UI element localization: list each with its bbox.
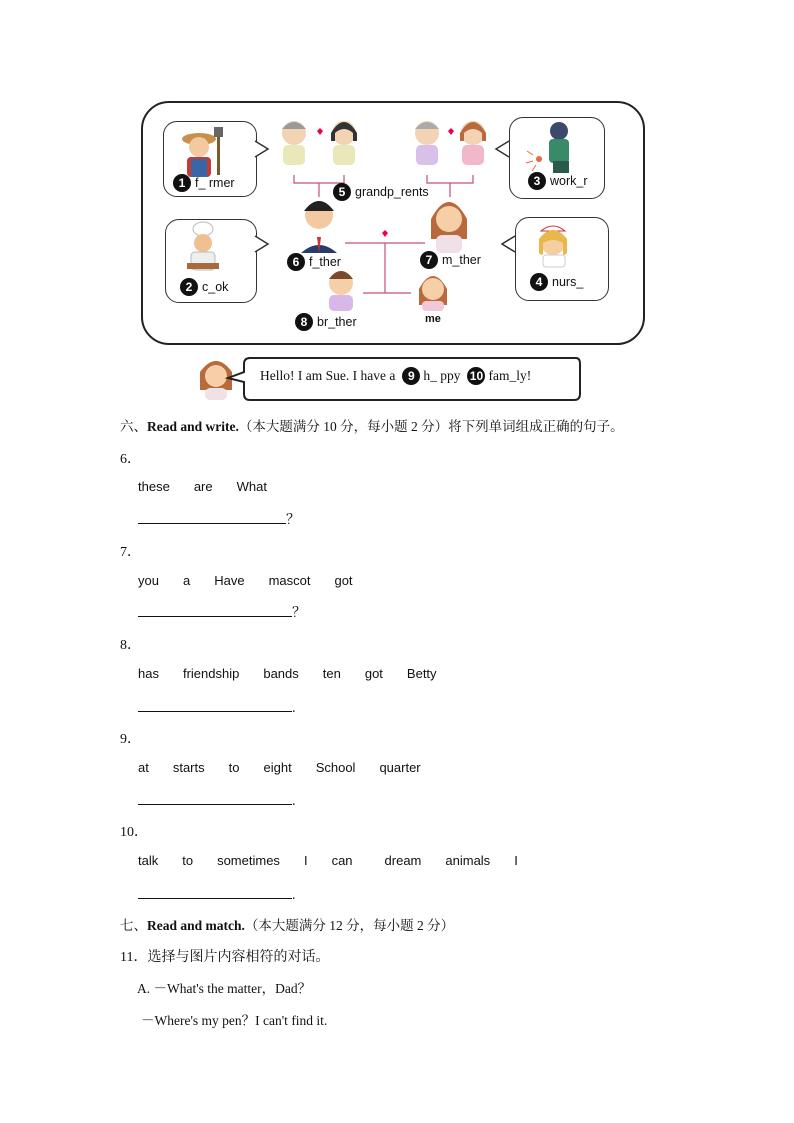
nurse-figure xyxy=(539,226,567,267)
cook-figure xyxy=(187,222,219,270)
q11-option-a-line2: －Where's my pen？I can't find it. xyxy=(141,1013,328,1028)
q6-words: these are What xyxy=(138,479,267,494)
q7-answer-blank[interactable] xyxy=(138,602,292,617)
label-1: 1 f_ rmer xyxy=(173,174,235,192)
mother-figure xyxy=(431,202,467,253)
q9-answer: . xyxy=(138,790,296,810)
q9-words: at starts to eight School quarter xyxy=(138,760,421,775)
q6-number: 6． xyxy=(120,452,141,467)
label-7: 7 m_ther xyxy=(420,251,481,269)
me-label: me xyxy=(425,313,441,325)
section7-heading: 七、Read and match.（本大题满分 12 分，每小题 2 分） xyxy=(120,918,455,933)
q7-answer: ？ xyxy=(138,602,306,622)
q6-answer-blank[interactable] xyxy=(138,509,286,524)
q8-answer: . xyxy=(138,697,296,717)
speech-text: Hello! I am Sue. I have a 9 h_ ppy 10 fam_ly! xyxy=(260,368,532,383)
family-illustration xyxy=(141,101,645,345)
q11-option-a-line1: A. －What's the matter，Dad？ xyxy=(137,981,312,996)
label-8: 8 br_ther xyxy=(295,313,357,331)
q11-prompt: 11．选择与图片内容相符的对话。 xyxy=(120,950,330,965)
label-3: 3 work_r xyxy=(528,172,588,190)
q10-answer: . xyxy=(138,884,296,904)
grandparents-left xyxy=(282,121,357,165)
label-4: 4 nurs_ xyxy=(530,273,583,291)
q9-number: 9． xyxy=(120,732,141,747)
grandparents-right xyxy=(415,121,486,165)
q8-words: has friendship bands ten got Betty xyxy=(138,666,437,681)
label-2: 2 c_ok xyxy=(180,278,228,296)
q7-number: 7． xyxy=(120,545,141,560)
q8-answer-blank[interactable] xyxy=(138,697,292,712)
label-5: 5 grandp_rents xyxy=(333,183,429,201)
q10-answer-blank[interactable] xyxy=(138,884,292,899)
q9-answer-blank[interactable] xyxy=(138,790,292,805)
father-figure xyxy=(301,201,337,253)
label-6: 6 f_ther xyxy=(287,253,341,271)
q7-words: you a Have mascot got xyxy=(138,573,353,588)
farmer-figure xyxy=(182,127,223,177)
q10-words: talk to sometimes I can dream animals I xyxy=(138,853,518,868)
section6-heading: 六、Read and write.（本大题满分 10 分，每小题 2 分）将下列单词组成正确的句子。 xyxy=(120,419,624,434)
me-figure xyxy=(419,276,447,311)
q6-answer: ？ xyxy=(138,509,300,529)
brother-figure xyxy=(329,271,353,311)
q10-number: 10． xyxy=(120,825,148,840)
q8-number: 8． xyxy=(120,638,141,653)
worker-figure xyxy=(526,122,569,173)
